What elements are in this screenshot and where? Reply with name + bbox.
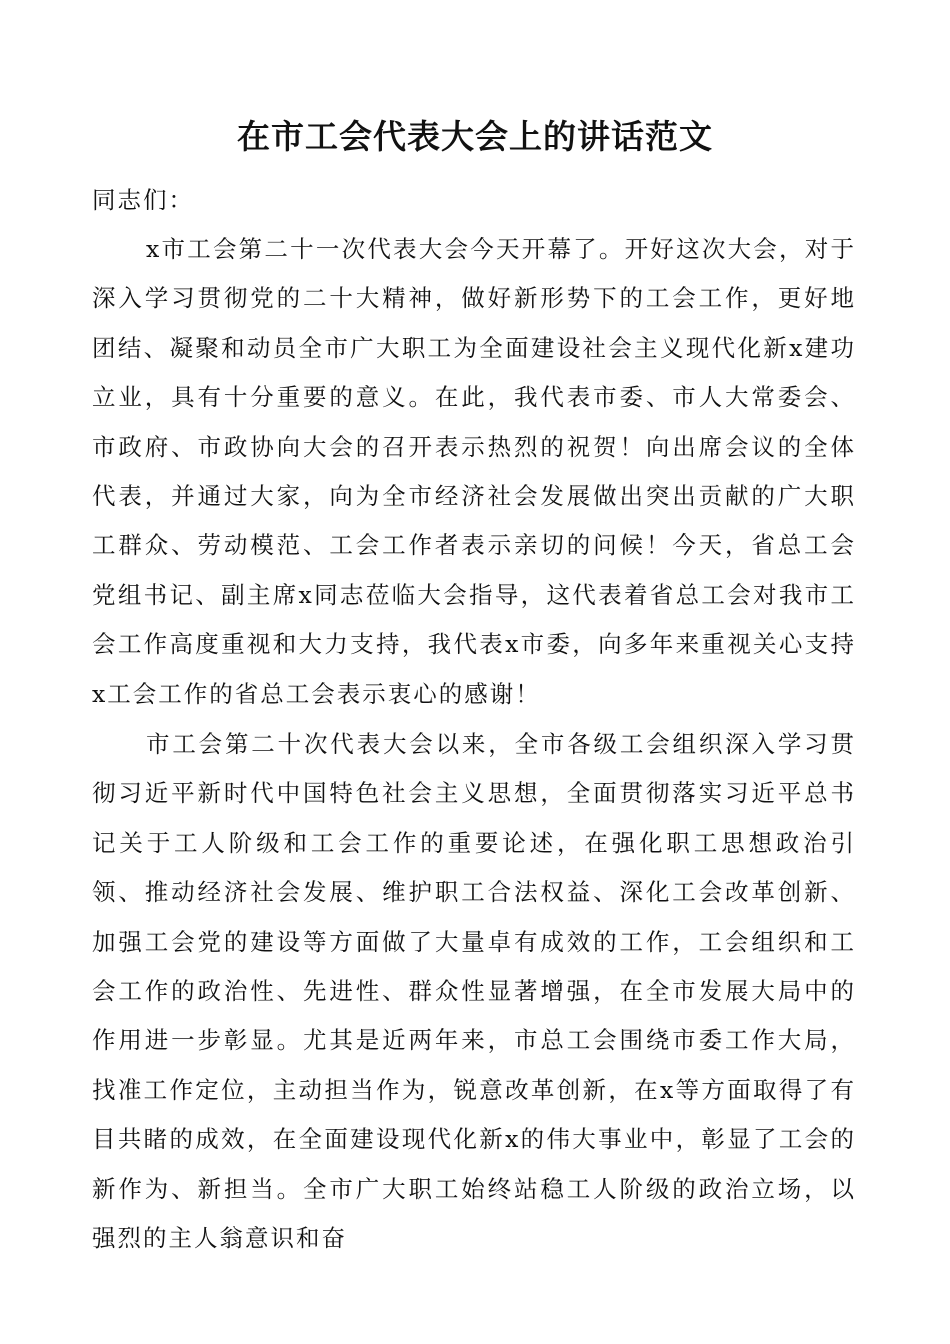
- document-title: 在市工会代表大会上的讲话范文: [237, 117, 713, 156]
- body-paragraph-1: x市工会第二十一次代表大会今天开幕了。开好这次大会，对于深入学习贯彻党的二十大精神，做好新形势下的工会工作，更好地团结、凝聚和动员全市广大职工为全面建设社会主义现代化新x建功立业，具有十分重要的意义。在此，我代表市委、市人大常委会、市政府、市政协向大会的召开表示热烈的祝贺！向出席会议的全体代表，并通过大家，向为全市经济社会发展做出突出贡献的广大职工群众、劳动模范、工会工作者表示亲切的问候！今天，省总工会党组书记、副主席x同志莅临大会指导，这代表着省总工会对我市工会工作高度重视和大力支持，我代表x市委，向多年来重视关心支持x工会工作的省总工会表示衷心的感谢！: [92, 235, 856, 708]
- salutation: 同志们：: [92, 186, 194, 214]
- body-paragraph-2: 市工会第二十次代表大会以来，全市各级工会组织深入学习贯彻习近平新时代中国特色社会主义思想，全面贯彻落实习近平总书记关于工人阶级和工会工作的重要论述，在强化职工思想政治引领、推动经济社会发展、维护职工合法权益、深化工会改革创新、加强工会党的建设等方面做了大量卓有成效的工作，工会组织和工会工作的政治性、先进性、群众性显著增强，在全市发展大局中的作用进一步彰显。尤其是近两年来，市总工会围绕市委工作大局，找准工作定位，主动担当作为，锐意改革创新，在x等方面取得了有目共睹的成效，在全面建设现代化新x的伟大事业中，彰显了工会的新作为、新担当。全市广大职工始终站稳工人阶级的政治立场，以强烈的主人翁意识和奋: [92, 730, 856, 1253]
